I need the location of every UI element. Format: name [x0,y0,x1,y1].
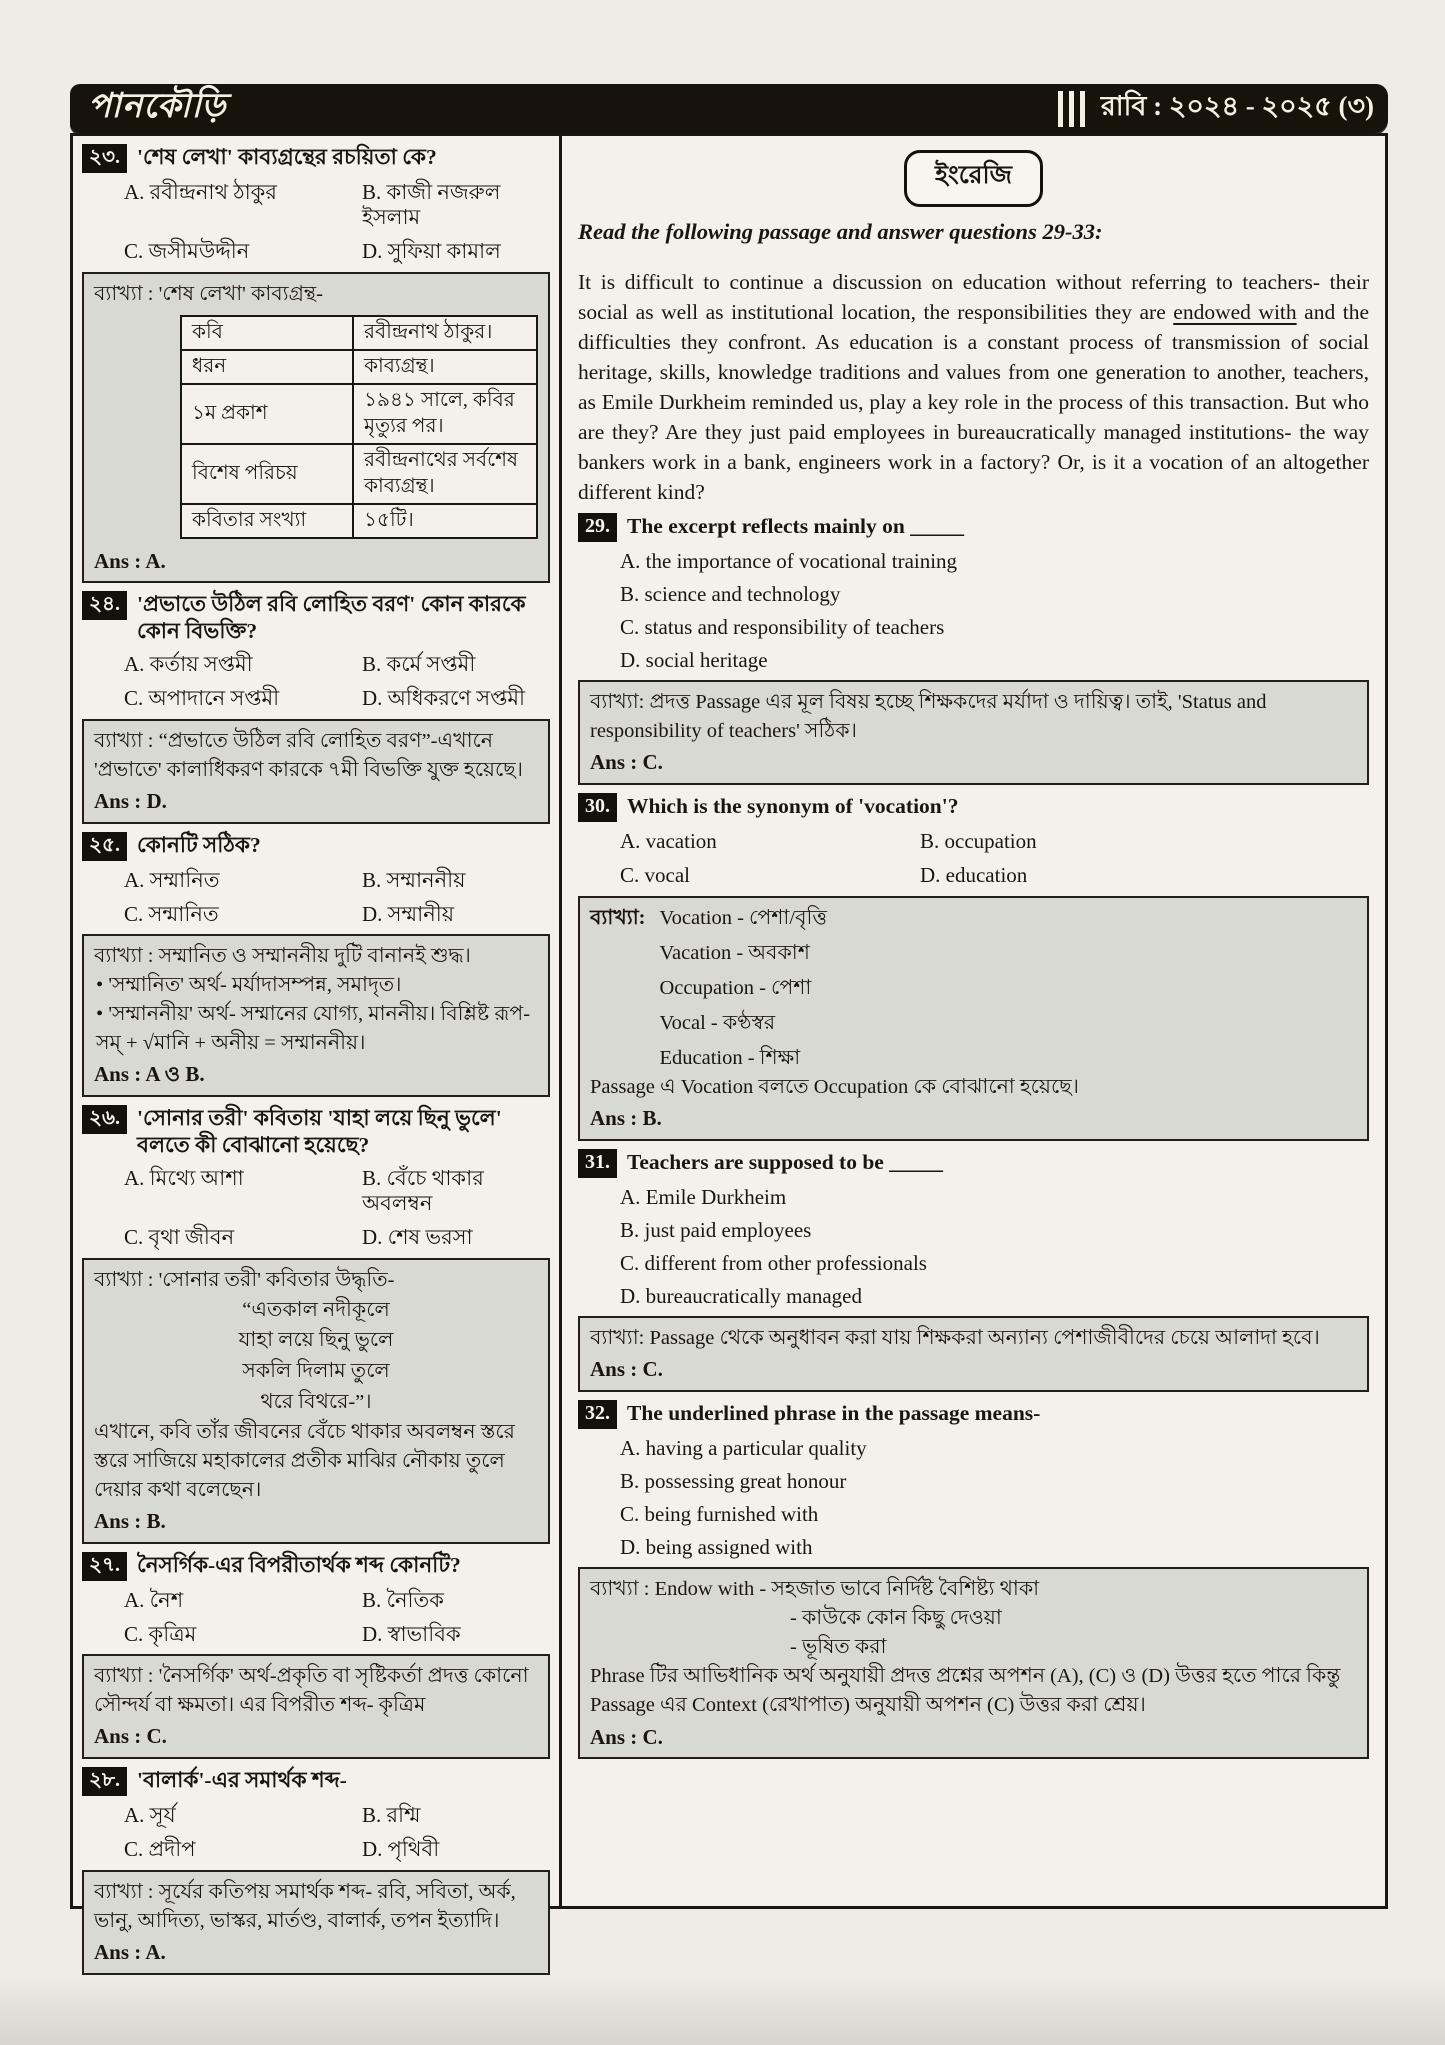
triple-bar-icon [1058,91,1085,127]
header-right [1058,86,1374,131]
option-b: B. সম্মাননীয় [362,867,466,892]
question-23 [82,144,550,583]
options [124,1166,550,1251]
question-number-badge: 31. [578,1149,617,1178]
explanation-text: ব্যাখ্যা : 'নৈসর্গিক' অর্থ-প্রকৃতি বা সৃষ্টিকর্তা প্রদত্ত কোনো সৌন্দর্য বা ক্ষমতা। এর বিপরীত শব্দ- কৃত্রিম [94,1665,529,1717]
question-text: 'সোনার তরী' কবিতায় 'যাহা লয়ে ছিনু ভুলে' বলতে কী বোঝানো হয়েছে? [137,1106,502,1158]
question-text: কোনটি সঠিক? [136,832,261,857]
right-column [562,136,1385,1906]
option-c: C. vocal [620,863,690,888]
option-b: B. কাজী নজরুল ইসলাম [362,180,501,230]
question-text: নৈসর্গিক-এর বিপরীতার্থক শব্দ কোনটি? [137,1552,461,1577]
word-meaning: Vocation - পেশা/বৃত্তি [659,906,828,929]
option-a: A. সম্মানিত [124,867,220,892]
table-cell: বিশেষ পরিচয় [181,444,353,504]
table-cell: রবীন্দ্রনাথ ঠাকুর। [353,316,537,350]
option-c: C. জসীমউদ্দীন [124,239,250,264]
question-number-badge: ২৬. [82,1105,127,1134]
options [124,868,550,927]
brand-title: পানকৌড়ি [88,88,227,125]
question-number-badge: 32. [578,1400,617,1429]
word-meaning: Vocal - কণ্ঠস্বর [659,1011,776,1034]
option-c: C. different from other professionals [620,1251,927,1276]
table-row [181,350,537,384]
table-cell: ১৫টি। [353,504,537,538]
answer: Ans : C. [590,1357,663,1382]
option-b: B. রশ্মি [362,1803,421,1828]
option-b: B. নৈতিক [362,1587,444,1612]
option-a: A. সূর্য [124,1803,176,1828]
explanation-line: ব্যাখ্যা : Endow with - সহজাত ভাবে নির্দিষ্ট বৈশিষ্ট্য থাকা [590,1578,1040,1601]
option-d: D. স্বাভাবিক [362,1622,461,1647]
option-b: B. কর্মে সপ্তমী [362,652,476,677]
table-cell: ১ম প্রকাশ [181,384,353,444]
table-row [181,504,537,538]
table-row [181,316,537,350]
page-header-bar [70,84,1388,133]
word-meaning: Education - শিক্ষা [659,1047,801,1070]
question-text: 'বালার্ক'-এর সমার্থক শব্দ- [136,1768,347,1793]
explanation-intro: ব্যাখ্যা : 'শেষ লেখা' কাব্যগ্রন্থ- [94,282,323,305]
options [620,549,1369,673]
option-d: D. bureaucratically managed [620,1284,862,1309]
answer: Ans : A. [94,1939,166,1964]
option-a: A. having a particular quality [620,1436,867,1461]
question-27 [82,1552,550,1759]
question-29 [578,513,1369,785]
explanation-box [82,719,550,824]
options [124,652,550,711]
option-a: A. Emile Durkheim [620,1185,787,1210]
option-d: D. social heritage [620,648,768,673]
table-cell: কবিতার সংখ্যা [181,504,353,538]
option-c: C. কৃত্রিম [124,1622,197,1647]
answer: Ans : C. [590,1724,663,1749]
question-30 [578,793,1369,1141]
left-column [73,136,562,1964]
option-c: C. অপাদানে সপ্তমী [124,686,280,711]
option-c: C. প্রদীপ [124,1837,196,1862]
explanation-text: ব্যাখ্যা: প্রদত্ত Passage এর মূল বিষয় হচ্ছে শিক্ষকদের মর্যাদা ও দায়িত্ব। তাই, 'Status and responsibility of teachers' সঠিক। [590,691,1267,743]
option-a: A. মিথ্যে আশা [124,1166,244,1191]
passage-part: It is difficult to continue a discussion on education without referring to teachers- their social as well as institutional location, the responsibilities they are [578,269,1369,324]
explanation-sub-line: - কাউকে কোন কিছু দেওয়া [790,1607,1002,1630]
answer: Ans : B. [590,1106,662,1131]
question-number-badge: ২৩. [82,144,127,173]
explanation-label: ব্যাখ্যা: [590,906,646,929]
passage-part: and the difficulties they confront. As education is a constant process of transmission of social heritage, skills, knowledge traditions and values from one generation to another, teachers, as Emile Durkheim reminded us, play a key role in the process of this transaction. But who are they? Are they just paid employees in bureaucratically managed institutions- the way bankers work in a bank, engineers work in a factory? Or, is it a vocation of an altogether different kind? [578,299,1369,505]
answer: Ans : C. [94,1724,167,1749]
option-c: C. বৃথা জীবন [124,1225,235,1250]
option-a: A. vacation [620,829,717,854]
reading-passage [578,267,1369,508]
table-row [181,444,537,504]
explanation-box [578,1316,1369,1392]
question-number-badge: 30. [578,793,617,822]
option-d: D. education [920,863,1028,888]
question-number-badge: ২৫. [82,832,127,861]
explanation-intro: ব্যাখ্যা : সম্মানিত ও সম্মাননীয় দুটি বানানই শুদ্ধ। [94,945,471,968]
options [124,1803,550,1862]
explanation-outro: এখানে, কবি তাঁর জীবনের বেঁচে থাকার অবলম্বন স্তরে স্তরে সাজিয়ে মহাকালের প্রতীক মাঝির নৌকায় তুলে দেয়ার কথা বলেছেন। [94,1420,515,1501]
option-c: C. সন্মানিত [124,901,219,926]
question-number-badge: ২৭. [82,1552,127,1581]
table-row [181,384,537,444]
options [620,829,1369,888]
question-24 [82,591,550,823]
option-d: D. being assigned with [620,1535,813,1560]
table-cell: ধরন [181,350,353,384]
word-meaning: Vacation - অবকাশ [659,941,810,964]
option-d: D. পৃথিবী [362,1837,440,1862]
question-number-badge: 29. [578,513,617,542]
book-info-table [180,315,538,539]
explanation-box [578,896,1369,1141]
edition-label: রাবি : ২০২৪ - ২০২৫ (৩) [1100,91,1374,121]
explanation-closing: Passage এ Vocation বলতে Occupation কে বোঝানো হয়েছে। [590,1076,1079,1099]
explanation-intro: ব্যাখ্যা : 'সোনার তরী' কবিতার উদ্ধৃতি- [94,1268,395,1291]
explanation-text: ব্যাখ্যা : “প্রভাতে উঠিল রবি লোহিত বরণ”-এখানে 'প্রভাতে' কালাধিকরণ কারকে ৭মী বিভক্তি যুক্ত হয়েছে। [94,729,523,781]
question-text: The excerpt reflects mainly on _____ [627,514,964,539]
poem-line: যাহা লয়ে ছিনু ভুলে [238,1329,394,1352]
question-25 [82,832,550,1098]
option-d: D. সুফিয়া কামাল [362,239,501,264]
options [620,1185,1369,1309]
option-b: B. science and technology [620,582,841,607]
question-text: Teachers are supposed to be _____ [627,1150,943,1175]
option-d: D. অধিকরণে সপ্তমী [362,686,526,711]
option-c: C. status and responsibility of teachers [620,615,945,640]
question-text: Which is the synonym of 'vocation'? [627,794,959,819]
option-a: A. কর্তায় সপ্তমী [124,652,253,677]
question-text: 'শেষ লেখা' কাব্যগ্রন্থের রচয়িতা কে? [137,145,437,169]
explanation-box [82,1870,550,1975]
option-b: B. possessing great honour [620,1469,847,1494]
option-c: C. being furnished with [620,1502,819,1527]
question-text: 'প্রভাতে উঠিল রবি লোহিত বরণ' কোন কারকে কোন বিভক্তি? [136,592,526,644]
options [124,1588,550,1647]
explanation-sub-line: - ভূষিত করা [790,1636,887,1659]
option-b: B. বেঁচে থাকার অবলম্বন [362,1166,484,1216]
poem-line: থরে বিথরে-”। [260,1390,372,1413]
answer: Ans : B. [94,1509,166,1534]
explanation-text: ব্যাখ্যা : সূর্যের কতিপয় সমার্থক শব্দ- রবি, সবিতা, অর্ক, ভানু, আদিত্য, ভাস্কর, মার্তণ্ড, বালার্ক, তপন ইত্যাদি। [94,1880,516,1932]
table-cell: কবি [181,316,353,350]
explanation-box [82,934,550,1097]
option-d: D. সম্মানীয় [362,901,455,926]
word-meaning: Occupation - পেশা [659,976,812,999]
explanation-paragraph: Phrase টির আভিধানিক অর্থ অনুযায়ী প্রদত্ত প্রশ্নের অপশন (A), (C) ও (D) উত্তর হতে পারে কিন্তু Passage এর Context (রেখাপাত) অনুযায়ী অপশন (C) উত্তর করা শ্রেয়। [590,1665,1341,1717]
table-cell: রবীন্দ্রনাথের সর্বশেষ কাব্যগ্রন্থ। [353,444,537,504]
option-a: A. the importance of vocational training [620,549,958,574]
answer: Ans : A ও B. [94,1062,205,1087]
explanation-box [82,1654,550,1759]
option-a: A. নৈশ [124,1587,184,1612]
answer: Ans : D. [94,788,167,813]
options [620,1436,1369,1560]
explanation-box [82,272,550,584]
explanation-box [578,1567,1369,1759]
section-badge-english: ইংরেজি [904,150,1043,207]
content-frame [70,133,1388,1964]
table-cell: ১৯৪১ সালে, কবির মৃত্যুর পর। [353,384,537,444]
answer: Ans : C. [590,750,663,775]
passage-instruction: Read the following passage and answer questions 29-33: [578,219,1103,244]
option-d: D. শেষ ভরসা [362,1225,473,1250]
options [124,180,550,265]
poem-line: সকলি দিলাম তুলে [242,1360,390,1383]
explanation-text: ব্যাখ্যা: Passage থেকে অনুধাবন করা যায় শিক্ষকরা অন্যান্য পেশাজীবীদের চেয়ে আলাদা হবে। [590,1327,1320,1350]
answer: Ans : A. [94,548,166,573]
option-a: A. রবীন্দ্রনাথ ঠাকুর [124,180,277,204]
question-31 [578,1149,1369,1392]
option-b: B. occupation [920,829,1037,854]
question-32 [578,1400,1369,1759]
question-26 [82,1105,550,1544]
underlined-phrase: endowed with [1173,299,1297,324]
explanation-bullet: • 'সম্মানিত' অর্থ- মর্যাদাসম্পন্ন, সমাদৃত। [94,971,538,1000]
table-cell: কাব্যগ্রন্থ। [353,350,537,384]
question-text: The underlined phrase in the passage means- [627,1401,1041,1426]
word-meaning-list [659,904,827,1074]
option-b: B. just paid employees [620,1218,812,1243]
poem-line: “এতকাল নদীকূলে [242,1298,390,1321]
explanation-box [578,680,1369,785]
explanation-bullet: • 'সম্মাননীয়' অর্থ- সম্মানের যোগ্য, মাননীয়। বিশ্লিষ্ট রূপ- সম্ + √মানি + অনীয় = সম্মাননীয়। [94,1000,538,1058]
question-number-badge: ২৮. [82,1767,127,1796]
question-28 [82,1767,550,1974]
explanation-box [82,1258,550,1544]
question-number-badge: ২৪. [82,591,127,620]
